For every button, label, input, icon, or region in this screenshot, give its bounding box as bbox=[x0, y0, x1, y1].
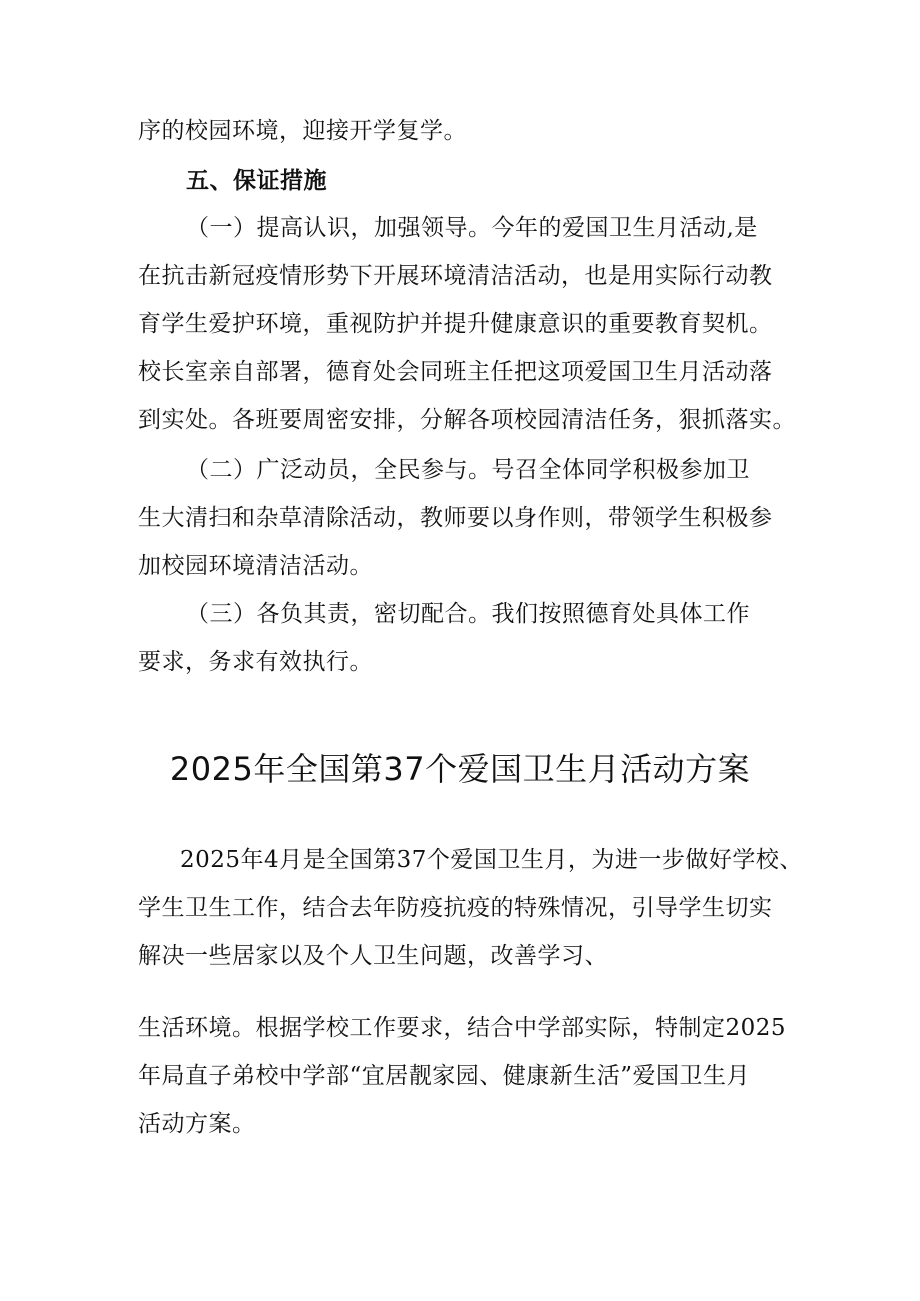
paragraph-line: （一）提高认识，加强领导。今年的爱国卫生月活动,是 bbox=[186, 215, 758, 241]
paragraph-line: 年局直子弟校中学部“宜居靓家园、健康新生活”爱国卫生月 bbox=[138, 1063, 751, 1089]
paragraph-line: 要求，务求有效执行。 bbox=[138, 649, 373, 675]
section-heading: 五、保证措施 bbox=[186, 168, 327, 194]
paragraph-line: 在抗击新冠疫情形势下开展环境清洁活动，也是用实际行动教 bbox=[138, 263, 773, 289]
paragraph-line: （二）广泛动员，全民参与。号召全体同学积极参加卫 bbox=[186, 457, 750, 483]
paragraph-line: 生活环境。根据学校工作要求，结合中学部实际，特制定2025 bbox=[138, 1015, 787, 1041]
paragraph-line: 生大清扫和杂草清除活动，教师要以身作则，带领学生积极参 bbox=[138, 505, 773, 531]
paragraph-line: （三）各负其责，密切配合。我们按照德育处具体工作 bbox=[186, 601, 750, 627]
paragraph-line: 校长室亲自部署，德育处会同班主任把这项爱国卫生月活动落 bbox=[138, 359, 773, 385]
paragraph-line: 育学生爱护环境，重视防护并提升健康意识的重要教育契机。 bbox=[138, 311, 773, 337]
paragraph-line: 活动方案。 bbox=[138, 1111, 256, 1137]
paragraph-continuation: 序的校园环境，迎接开学复学。 bbox=[138, 118, 467, 144]
paragraph-line: 到实处。各班要周密安排，分解各项校园清洁任务，狠抓落实。 bbox=[138, 407, 796, 433]
paragraph-line: 学生卫生工作，结合去年防疫抗疫的特殊情况，引导学生切实 bbox=[138, 895, 773, 921]
paragraph-line: 解决一些居家以及个人卫生问题，改善学习、 bbox=[138, 943, 608, 969]
paragraph-line: 加校园环境清洁活动。 bbox=[138, 553, 373, 579]
document-title: 2025年全国第37个爱国卫生月活动方案 bbox=[169, 750, 751, 788]
paragraph-line: 2025年4月是全国第37个爱国卫生月，为进一步做好学校、 bbox=[180, 847, 803, 873]
